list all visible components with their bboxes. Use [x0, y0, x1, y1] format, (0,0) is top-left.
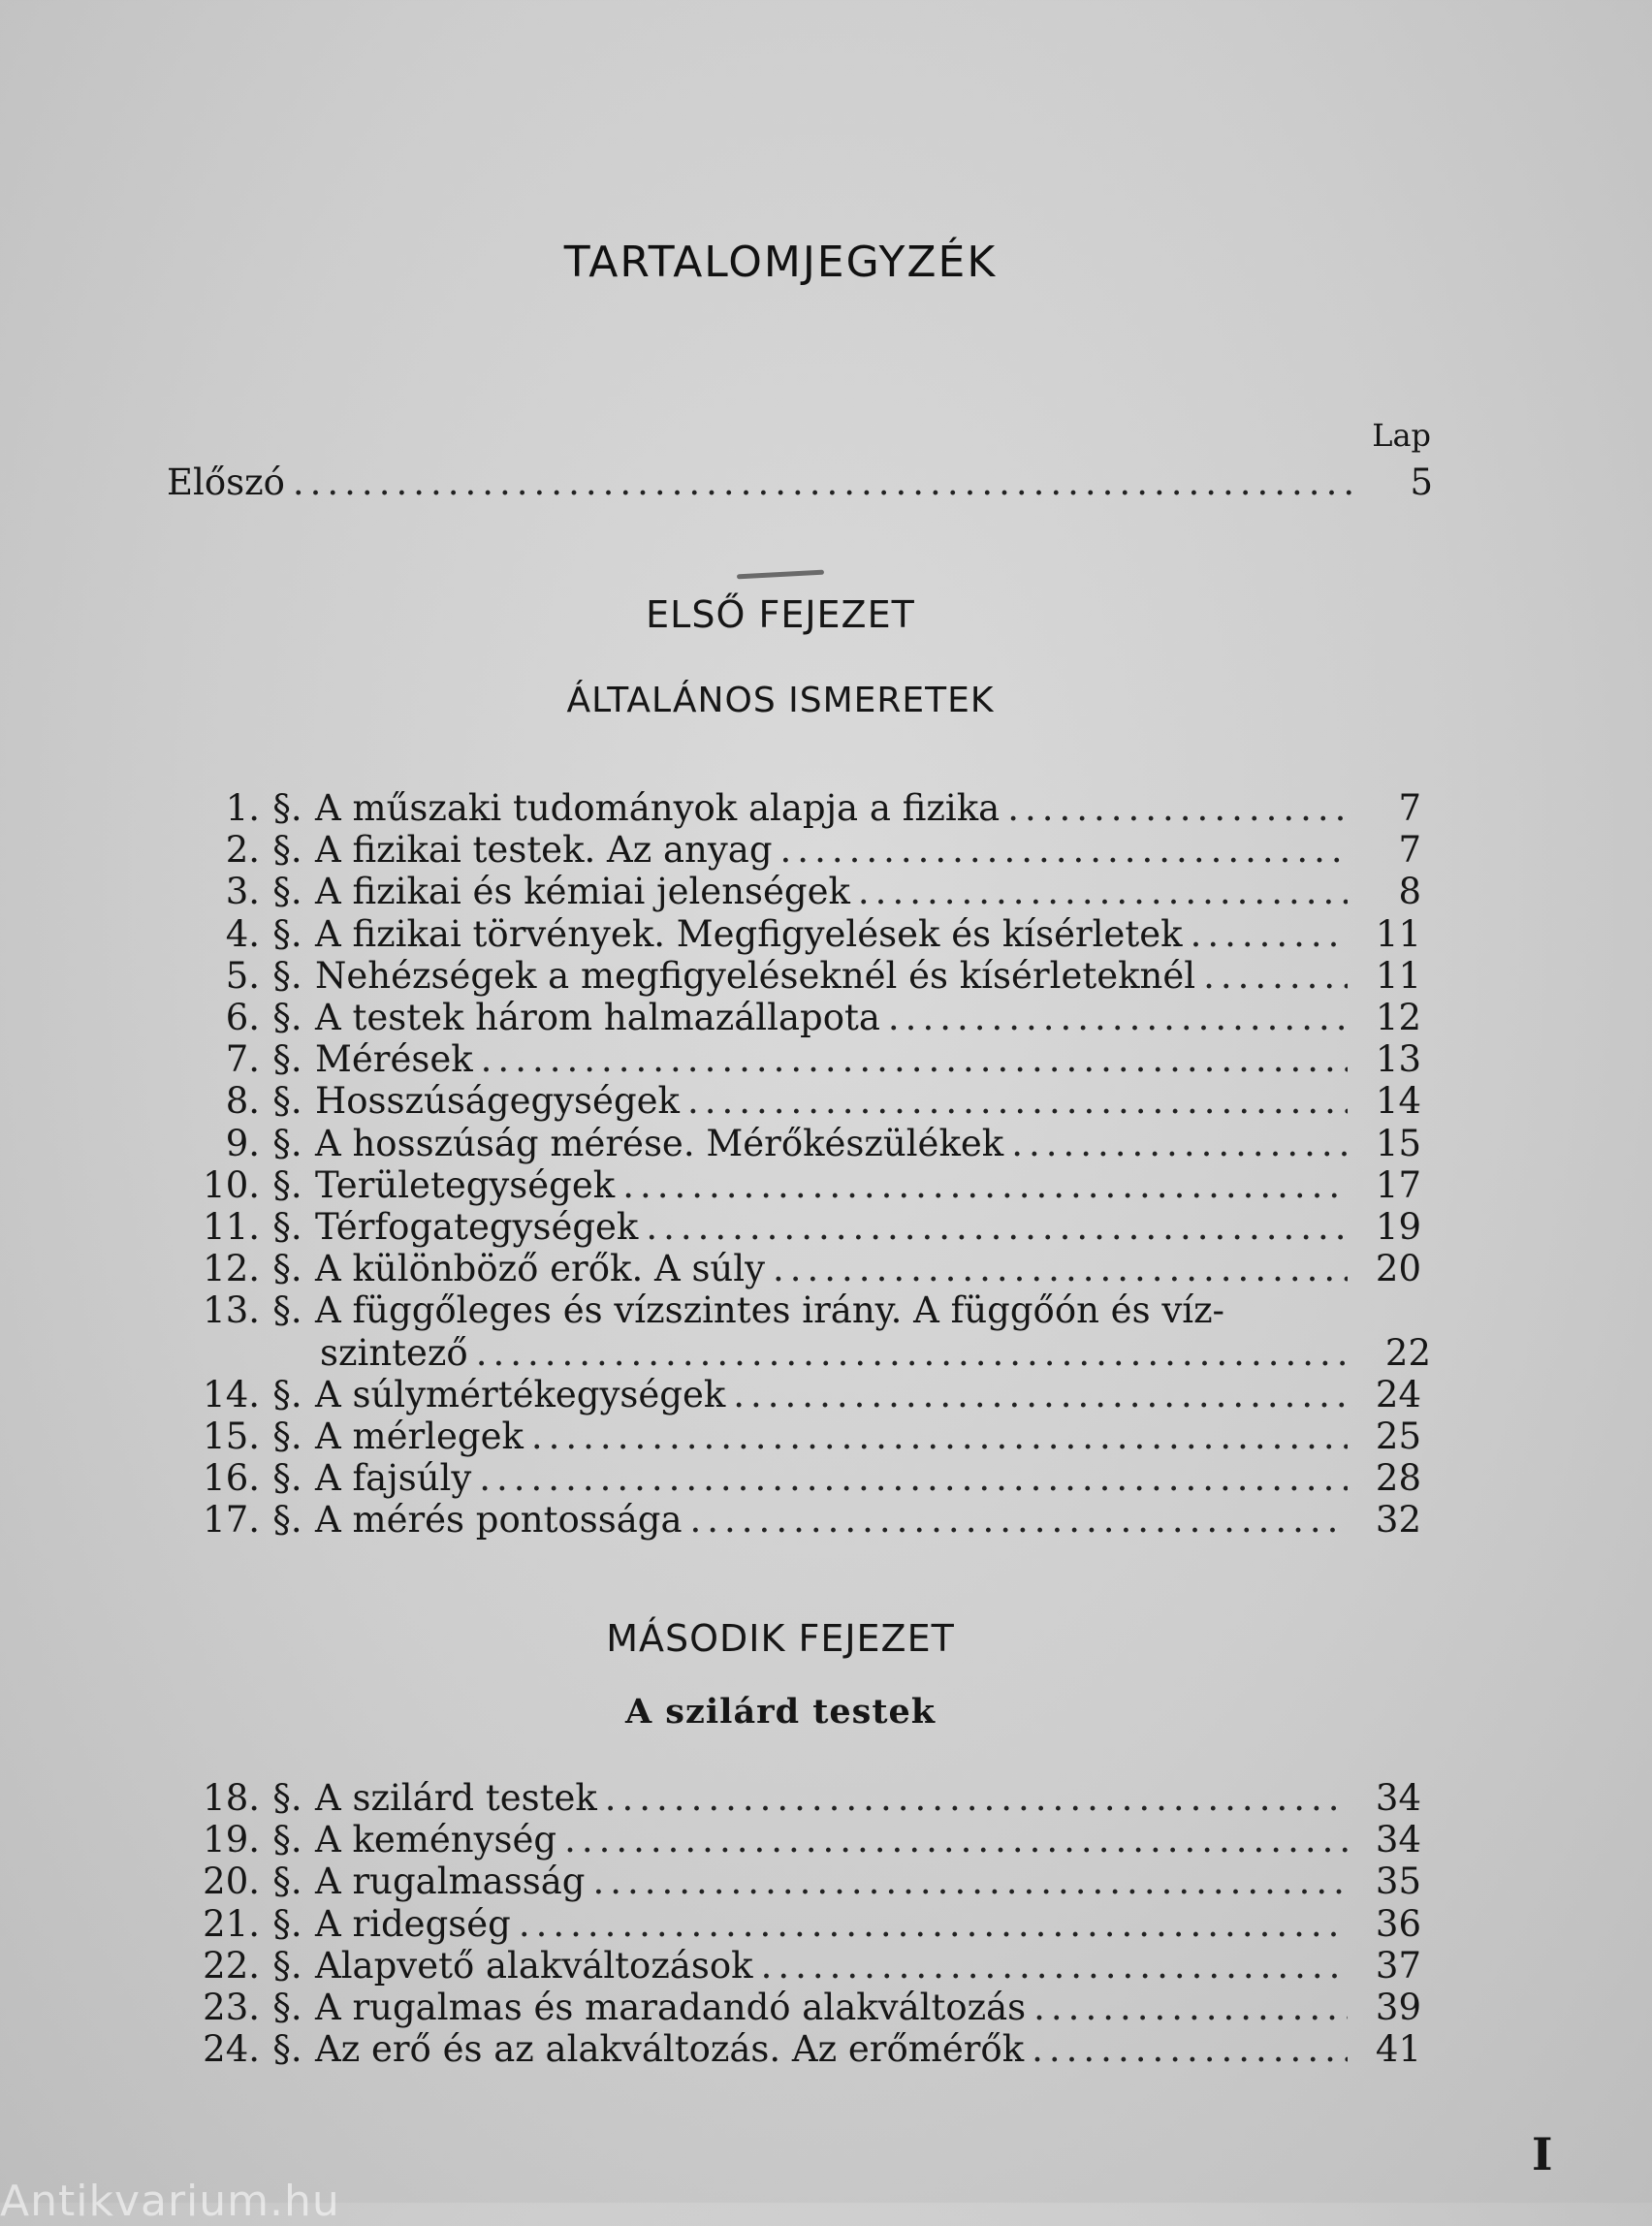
dot-leader — [592, 1860, 1348, 1903]
dot-leader — [293, 461, 1359, 504]
page-folio: I — [1532, 2128, 1553, 2180]
dot-leader — [519, 1903, 1348, 1946]
toc-entry — [155, 955, 1421, 998]
dot-leader — [476, 1332, 1357, 1375]
entry-title: A műszaki tudományok alapja a fizika — [315, 787, 1001, 829]
entry-number: 18. — [203, 1777, 260, 1819]
entry-page: 39 — [1375, 1987, 1421, 2028]
watermark: Antikvarium.hu — [0, 2177, 340, 2226]
toc-entry — [155, 1987, 1421, 2029]
toc-title: TARTALOMJEGYZÉK — [563, 238, 998, 287]
entry-number: 16. — [203, 1457, 260, 1500]
entry-page: 36 — [1375, 1902, 1421, 1945]
toc-entry — [155, 1164, 1421, 1207]
entry-number: 7. — [225, 1038, 260, 1081]
entry-title: A rugalmas és maradandó alakváltozás — [315, 1987, 1027, 2028]
entry-page: 25 — [1375, 1415, 1421, 1457]
entry-page: 19 — [1375, 1206, 1421, 1248]
section-symbol: §. — [272, 1987, 302, 2028]
toc-entry — [155, 997, 1421, 1039]
dot-leader — [687, 1080, 1348, 1123]
entry-page: 17 — [1375, 1163, 1421, 1206]
entry-title: A súlymértékegységek — [315, 1373, 726, 1415]
section-symbol: §. — [272, 1163, 302, 1206]
dot-leader — [1032, 2028, 1348, 2071]
entry-title: A különböző erők. A súly — [315, 1248, 765, 1290]
entry-number: 23. — [203, 1987, 260, 2028]
section-symbol: §. — [272, 1248, 302, 1290]
dot-leader — [888, 997, 1348, 1039]
entry-number: 24. — [203, 2028, 260, 2071]
entry-number: 3. — [225, 871, 260, 913]
entry-title: A rugalmasság — [315, 1860, 586, 1903]
toc-entry — [155, 871, 1421, 913]
entry-number: 17. — [203, 1499, 260, 1542]
section-symbol: §. — [272, 1819, 302, 1861]
dot-leader — [1033, 1987, 1348, 2029]
toc-entry — [155, 1289, 1421, 1332]
entry-page: 34 — [1375, 1819, 1421, 1861]
section-symbol: §. — [272, 1457, 302, 1500]
dot-leader — [1007, 787, 1348, 830]
toc-entry — [155, 829, 1421, 872]
entry-number: 15. — [203, 1415, 260, 1457]
entry-page: 12 — [1375, 997, 1421, 1038]
preface-title: Előszó — [167, 461, 285, 503]
entry-number: 20. — [203, 1860, 260, 1903]
entry-number: 6. — [225, 997, 260, 1038]
entry-title: A mérlegek — [315, 1415, 524, 1457]
toc-entry-continuation — [320, 1332, 1431, 1375]
entry-title: A szilárd testek — [315, 1777, 597, 1819]
dot-leader — [622, 1164, 1348, 1207]
entry-page: 22 — [1384, 1331, 1431, 1374]
toc-entry — [155, 1457, 1421, 1500]
section-symbol: §. — [272, 1499, 302, 1542]
dot-leader — [1203, 955, 1348, 998]
entry-number: 10. — [203, 1163, 260, 1206]
entry-page: 11 — [1375, 912, 1421, 955]
dot-leader — [646, 1206, 1348, 1249]
entry-page: 11 — [1375, 954, 1421, 997]
entry-page: 15 — [1375, 1122, 1421, 1164]
entry-number: 8. — [225, 1080, 260, 1123]
entry-number: 5. — [225, 954, 260, 997]
section-symbol: §. — [272, 1289, 302, 1332]
toc-entry — [155, 1038, 1421, 1081]
entry-page: 35 — [1375, 1860, 1421, 1903]
entry-number: 19. — [203, 1819, 260, 1861]
toc-entry — [155, 1206, 1421, 1249]
entry-number: 11. — [203, 1206, 260, 1248]
dot-leader — [1011, 1123, 1348, 1165]
dot-leader — [1191, 913, 1348, 956]
section-symbol: §. — [272, 871, 302, 913]
entry-number: 9. — [225, 1122, 260, 1164]
dot-leader — [773, 1248, 1348, 1290]
section-symbol: §. — [272, 1860, 302, 1903]
entry-title: A keménység — [315, 1819, 557, 1861]
toc-entry — [155, 1819, 1421, 1861]
dot-leader — [479, 1457, 1348, 1500]
entry-title: A ridegség — [315, 1902, 511, 1945]
toc-entry — [155, 1777, 1421, 1820]
dot-leader — [761, 1945, 1348, 1988]
page-column-header: Lap — [1372, 417, 1431, 454]
chapter-2-subheading: A szilárd testek — [624, 1692, 937, 1732]
section-symbol: §. — [272, 1944, 302, 1987]
preface-page: 5 — [1410, 461, 1433, 503]
toc-entry — [155, 1499, 1421, 1542]
entry-number: 4. — [225, 912, 260, 955]
dot-leader — [780, 829, 1348, 872]
toc-entry — [155, 1860, 1421, 1903]
entry-title: A mérés pontossága — [315, 1499, 683, 1542]
entry-page: 20 — [1375, 1248, 1421, 1290]
toc-entry — [155, 1903, 1421, 1946]
chapter-1-subheading: ÁLTALÁNOS ISMERETEK — [566, 681, 995, 720]
entry-number: 1. — [225, 787, 260, 829]
separator-dash — [737, 570, 824, 580]
section-symbol: §. — [272, 912, 302, 955]
preface-row — [167, 461, 1433, 504]
dot-leader — [531, 1415, 1348, 1458]
entry-page: 32 — [1375, 1499, 1421, 1542]
entry-title: Nehézségek a megfigyeléseknél és kísérleteknél — [315, 954, 1196, 997]
dot-leader — [733, 1374, 1348, 1416]
section-symbol: §. — [272, 1206, 302, 1248]
section-symbol: §. — [272, 787, 302, 829]
entry-number: 13. — [203, 1289, 260, 1332]
entry-page: 28 — [1375, 1457, 1421, 1500]
dot-leader — [605, 1777, 1348, 1820]
entry-title: A fizikai törvények. Megfigyelések és kísérletek — [315, 912, 1183, 955]
entry-page: 34 — [1375, 1777, 1421, 1819]
entry-title: A fizikai és kémiai jelenségek — [315, 871, 850, 913]
entry-title: A testek három halmazállapota — [315, 997, 880, 1038]
entry-title: Alapvető alakváltozások — [315, 1944, 753, 1987]
entry-page: 7 — [1398, 829, 1421, 872]
entry-number: 2. — [225, 829, 260, 872]
entry-page: 24 — [1375, 1373, 1421, 1415]
toc-entry — [155, 2028, 1421, 2071]
toc-entry — [155, 1415, 1421, 1458]
chapter-2-heading: MÁSODIK FEJEZET — [606, 1617, 955, 1660]
section-symbol: §. — [272, 997, 302, 1038]
toc-entry — [155, 1248, 1421, 1290]
entry-title: Hosszúságegységek — [315, 1080, 680, 1123]
entry-number: 12. — [203, 1248, 260, 1290]
entry-number: 22. — [203, 1944, 260, 1987]
dot-leader — [690, 1499, 1348, 1542]
toc-entry — [155, 1374, 1421, 1416]
entry-page: 13 — [1375, 1038, 1421, 1081]
section-symbol: §. — [272, 1902, 302, 1945]
toc-entry — [155, 913, 1421, 956]
entry-page: 8 — [1398, 871, 1421, 913]
entry-title-continuation: szintező — [320, 1331, 468, 1374]
section-symbol: §. — [272, 1777, 302, 1819]
entry-title: A hosszúság mérése. Mérőkészülékek — [315, 1122, 1004, 1164]
entry-title: A fizikai testek. Az anyag — [315, 829, 773, 872]
section-symbol: §. — [272, 829, 302, 872]
entry-page: 37 — [1375, 1944, 1421, 1987]
toc-entry — [155, 1123, 1421, 1165]
section-symbol: §. — [272, 1415, 302, 1457]
entry-title: A függőleges és vízszintes irány. A függőón és víz- — [315, 1289, 1225, 1332]
entry-number: 21. — [203, 1902, 260, 1945]
entry-page: 41 — [1375, 2028, 1421, 2071]
section-symbol: §. — [272, 1038, 302, 1081]
toc-entry — [155, 1080, 1421, 1123]
entry-title: Térfogategységek — [315, 1206, 639, 1248]
dot-leader — [564, 1819, 1348, 1861]
section-symbol: §. — [272, 954, 302, 997]
dot-leader — [481, 1038, 1348, 1081]
toc-entry — [155, 787, 1421, 830]
chapter-1-heading: ELSŐ FEJEZET — [646, 593, 915, 636]
section-symbol: §. — [272, 1373, 302, 1415]
section-symbol: §. — [272, 1080, 302, 1123]
entry-page: 7 — [1398, 787, 1421, 829]
dot-leader — [858, 871, 1348, 913]
entry-title: Az erő és az alakváltozás. Az erőmérők — [315, 2028, 1025, 2071]
entry-title: A fajsúly — [315, 1457, 472, 1500]
entry-number: 14. — [203, 1373, 260, 1415]
entry-page: 14 — [1375, 1080, 1421, 1123]
section-symbol: §. — [272, 2028, 302, 2071]
section-symbol: §. — [272, 1122, 302, 1164]
entry-title: Területegységek — [315, 1163, 616, 1206]
toc-entry — [155, 1945, 1421, 1988]
entry-title: Mérések — [315, 1038, 473, 1081]
